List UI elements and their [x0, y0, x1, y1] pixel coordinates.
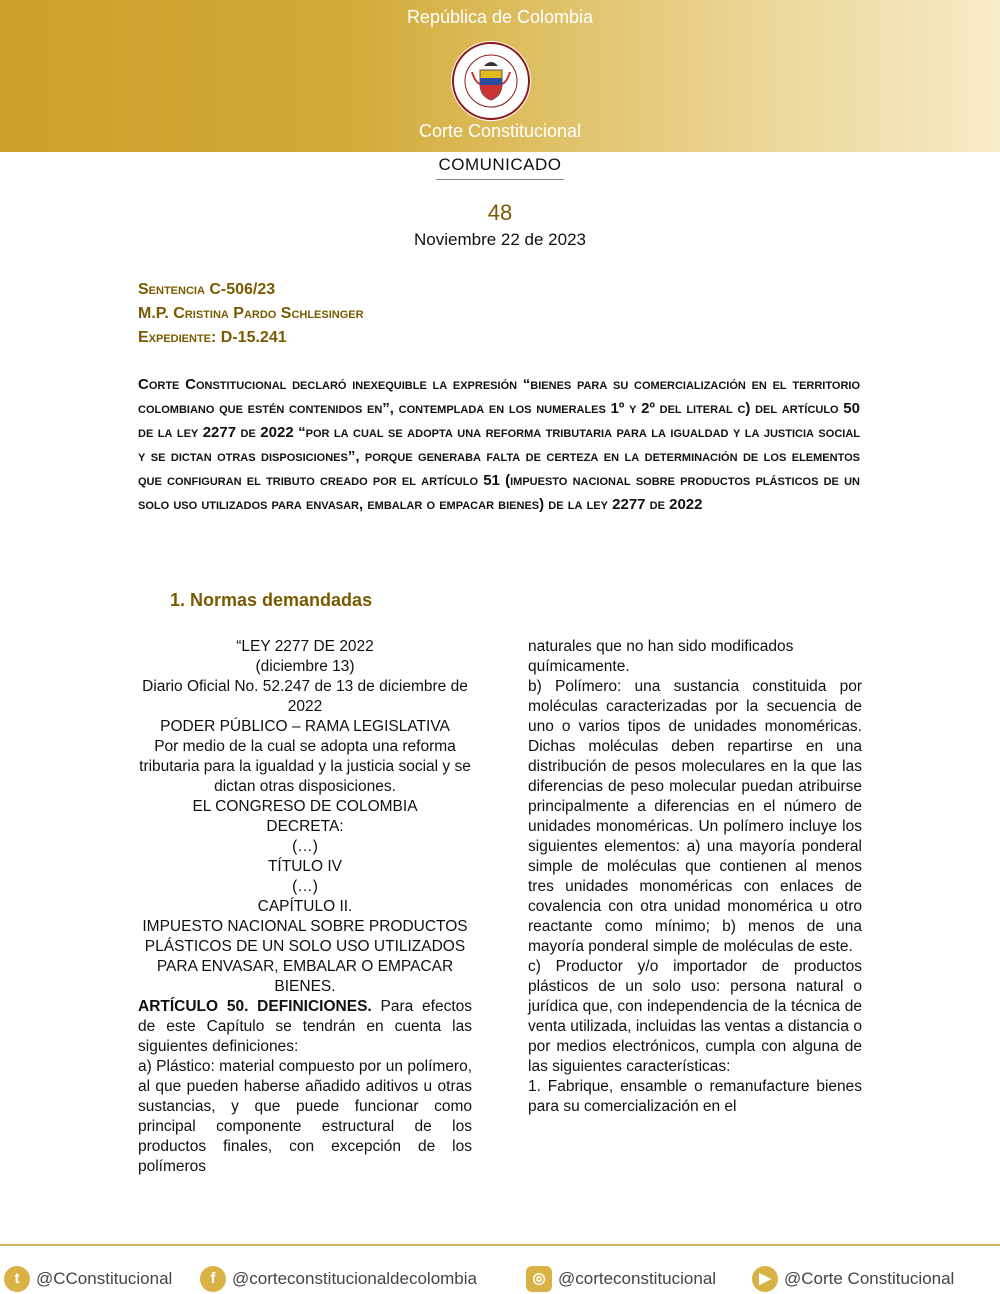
- law-heading-line: CAPÍTULO II.: [257, 898, 353, 915]
- facebook-handle: @corteconstitucionaldecolombia: [232, 1269, 477, 1288]
- law-heading-line: TÍTULO IV: [267, 858, 343, 875]
- twitter-icon: t: [4, 1266, 30, 1292]
- right-paragraph: b) Polímero: una sustancia constituida por moléculas caracterizadas por la secuencia de uno o varios tipos de unidades monoméricas. Dichas moléculas deben repartirse en una distribución de pesos moleculares en la que las diferencias de peso molecular puedan atribuirse principalmente a diferencias en el número de unidades monoméricas. Un polímero incluye los siguientes elementos: a) una mayoría ponderal simple de moléculas que contienen al menos tres unidades monoméricas con enlaces de covalencia con otra unidad monomérica u otro reactante como mínimo; b) menos de una mayoría ponderal simple de moléculas de este.: [528, 678, 862, 955]
- expediente: Expediente: D-15.241: [138, 329, 287, 346]
- facebook-icon: f: [200, 1266, 226, 1292]
- law-heading-line: “LEY 2277 DE 2022: [236, 638, 374, 655]
- right-paragraph: naturales que no han sido modificados químicamente.: [528, 638, 794, 675]
- instagram-handle: @corteconstitucional: [558, 1269, 717, 1288]
- footer-divider: [0, 1244, 1000, 1246]
- sentencia: Sentencia C-506/23: [138, 281, 276, 298]
- decision-summary: Corte Constitucional declaró inexequible la expresión “bienes para su comercialización en el territorio colombiano que estén contenidos en”, contemplada en los numerales 1º y 2º del literal c) del artículo 50 de la ley 2277 de 2022 “por la cual se adopta una reforma tributaria para la igualdad y la justicia social y se dictan otras disposiciones”, porque generaba falta de certeza en la determinación de los elementos que configuran el tributo creado por el artículo 51 (impuesto nacional sobre productos plásticos de un solo uso utilizados para envasar, embalar o empacar bienes) de la ley 2277 de 2022: [138, 376, 860, 513]
- law-heading-line: (diciembre 13): [255, 658, 355, 675]
- header-court: Corte Constitucional: [418, 121, 582, 141]
- article-50-paragraph: [138, 997, 472, 1057]
- article-50-intro: Para efectos de este Capítulo se tendrán en cuenta las siguientes definiciones:: [138, 998, 472, 1055]
- law-heading-line: PODER PÚBLICO – RAMA LEGISLATIVA: [160, 718, 450, 735]
- instagram-icon: ◎: [526, 1266, 552, 1292]
- left-column: [138, 637, 472, 1177]
- doc-number: 48: [487, 200, 513, 225]
- instagram-link[interactable]: [526, 1266, 716, 1292]
- page-header: [0, 0, 1000, 152]
- law-heading-line: (…): [292, 838, 318, 855]
- law-heading-line: Por medio de la cual se adopta una reforma tributaria para la igualdad y la justicia social y se dictan otras disposiciones.: [139, 738, 471, 795]
- right-paragraph: c) Productor y/o importador de productos plásticos de un solo uso: persona natural o jurídica que, con independencia de la técnica de venta utilizada, incluidas las ventas a distancia o por medios electrónicos, cumpla con alguna de las siguientes características:: [528, 958, 862, 1075]
- definition-a: a) Plástico: material compuesto por un polímero, al que pueden haberse añadido aditivos u otras sustancias, y que puede funcionar como principal componente estructural de los productos finales, con excepción de los polímeros: [138, 1058, 472, 1175]
- header-country: República de Colombia: [406, 7, 594, 27]
- law-heading-line: EL CONGRESO DE COLOMBIA: [192, 798, 418, 815]
- right-column: [528, 637, 862, 1117]
- magistrado-ponente: M.P. Cristina Pardo Schlesinger: [138, 305, 364, 322]
- doc-type: COMUNICADO: [0, 155, 1000, 180]
- youtube-icon: ▶: [752, 1266, 778, 1292]
- court-seal-icon: [450, 40, 532, 122]
- youtube-handle: @Corte Constitucional: [784, 1269, 955, 1288]
- twitter-link[interactable]: [4, 1266, 172, 1292]
- law-heading-line: IMPUESTO NACIONAL SOBRE PRODUCTOS PLÁSTICOS DE UN SOLO USO UTILIZADOS PARA ENVASAR, EMBALAR O EMPACAR BIENES.: [142, 918, 468, 995]
- facebook-link[interactable]: [200, 1266, 477, 1292]
- law-heading-line: (…): [292, 878, 318, 895]
- doc-date: Noviembre 22 de 2023: [413, 230, 586, 249]
- right-paragraph: 1. Fabrique, ensamble o remanufacture bienes para su comercialización en el: [528, 1078, 862, 1115]
- law-heading-line: DECRETA:: [266, 818, 344, 835]
- page-footer: [0, 1264, 1000, 1294]
- article-50-heading: ARTÍCULO 50. DEFINICIONES.: [138, 998, 372, 1015]
- law-heading-line: Diario Oficial No. 52.247 de 13 de diciembre de 2022: [142, 678, 468, 715]
- youtube-link[interactable]: [752, 1266, 954, 1292]
- case-metadata: [138, 278, 364, 350]
- twitter-handle: @CConstitucional: [36, 1269, 173, 1288]
- section-title: 1. Normas demandadas: [170, 590, 373, 610]
